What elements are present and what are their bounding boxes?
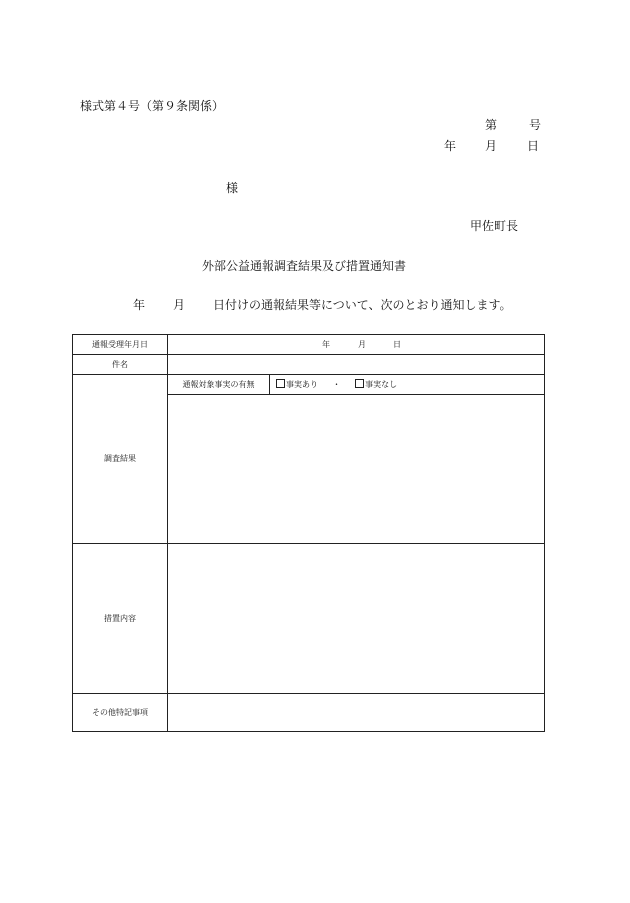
form-table (72, 334, 545, 732)
option-separator: ・ (332, 380, 341, 389)
receipt-date-label: 通報受理年月日 (92, 340, 148, 349)
notice-year: 年 (133, 298, 146, 312)
fact-yes-checkbox (276, 379, 285, 388)
fact-no-checkbox (355, 379, 364, 388)
investigation-result-label: 調査結果 (104, 454, 136, 463)
table-rule (167, 394, 544, 395)
document-number-dai: 第 (485, 118, 498, 132)
receipt-date-month: 月 (358, 340, 366, 349)
issuer-name: 甲佐町長 (470, 219, 519, 233)
document-number-go: 号 (529, 118, 542, 132)
table-column-rule (167, 335, 168, 731)
receipt-date-year: 年 (322, 340, 330, 349)
fact-yes-label: 事実あり (286, 380, 318, 389)
addressee-suffix: 様 (226, 181, 239, 195)
document-title: 外部公益通報調査結果及び措置通知書 (202, 259, 407, 273)
fact-options (276, 379, 397, 390)
table-column-rule (269, 374, 270, 394)
notice-text: 日付けの通報結果等について、次のとおり通知します。 (213, 298, 512, 312)
measures-label: 措置内容 (104, 613, 136, 623)
subject-label: 件名 (112, 359, 128, 369)
issue-date-day: 日 (527, 139, 540, 153)
issue-date-year: 年 (444, 139, 457, 153)
fact-no-label: 事実なし (365, 380, 398, 389)
notice-month: 月 (173, 298, 186, 312)
form-number: 様式第４号（第９条関係） (80, 99, 225, 113)
receipt-date-day: 日 (393, 340, 401, 349)
issue-date-month: 月 (485, 139, 498, 153)
other-notes-label: その他特記事項 (92, 707, 148, 717)
fact-existence-label: 通報対象事実の有無 (182, 379, 255, 389)
